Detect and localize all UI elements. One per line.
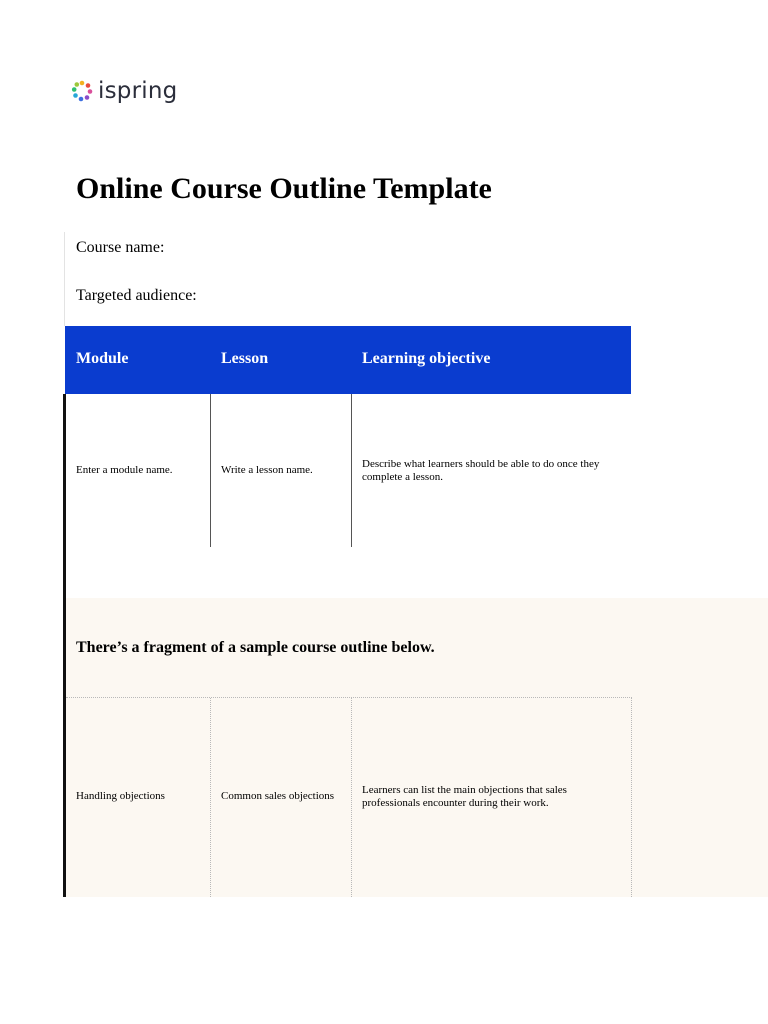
sample-cell-lesson: Common sales objections [221, 790, 335, 802]
sample-cell-learning-objective: Learners can list the main objections that sales professionals encounter during their work. [362, 784, 567, 809]
course-name-label: Course name: [76, 239, 165, 256]
cell-module[interactable]: Enter a module name. [76, 464, 173, 476]
logo-wordmark: ispring [98, 77, 178, 104]
cell-learning-objective[interactable]: Describe what learners should be able to do once they complete a lesson. [362, 458, 600, 483]
sample-row-border [66, 697, 632, 698]
cell-lesson[interactable]: Write a lesson name. [221, 464, 313, 476]
ispring-flower-icon [70, 79, 94, 103]
header-module: Module [76, 350, 129, 367]
header-lesson: Lesson [221, 350, 269, 367]
page-title: Online Course Outline Template [76, 172, 492, 205]
sample-heading: There’s a fragment of a sample course outline below. [76, 639, 435, 656]
targeted-audience-label: Targeted audience: [76, 287, 197, 304]
sample-column-divider [631, 698, 632, 897]
header-learning-objective: Learning objective [362, 350, 491, 367]
column-divider [351, 394, 352, 547]
sample-column-divider [351, 698, 352, 897]
left-divider [64, 232, 65, 326]
table-header-row [65, 326, 631, 394]
sample-column-divider [210, 698, 211, 897]
sample-cell-module: Handling objections [76, 790, 165, 802]
column-divider [210, 394, 211, 547]
ispring-logo [70, 78, 177, 104]
